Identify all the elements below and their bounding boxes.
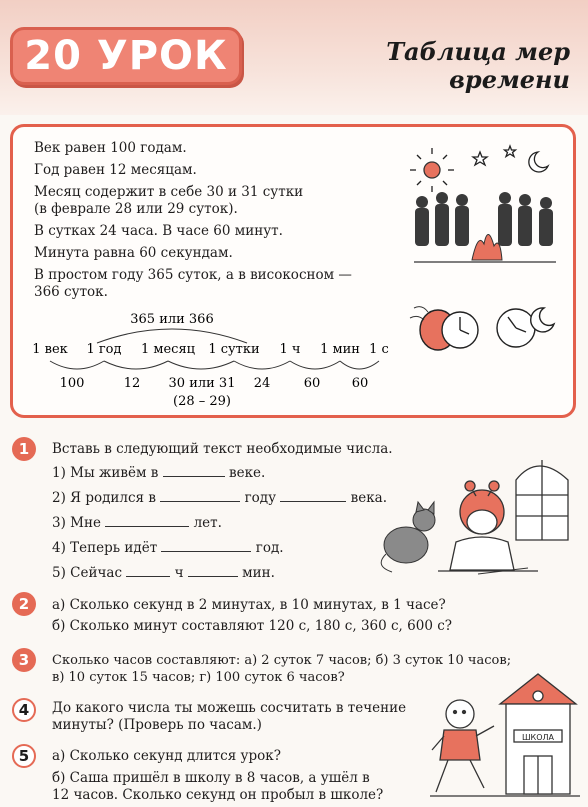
fact-year: Год равен 12 месяцам.	[34, 162, 197, 178]
boy-cat-window-illustration	[378, 450, 578, 582]
unit-minute: 1 мин	[320, 342, 360, 357]
unit-second: 1 с	[369, 342, 389, 357]
exercise-3-line-1: Сколько часов составляют: а) 2 суток 7 часов; б) 3 суток 10 часов;	[52, 653, 512, 668]
blank-current-year[interactable]	[161, 539, 251, 552]
exercise-5-part-b-line-1: б) Саша пришёл в школу в 8 часов, а ушёл в	[52, 770, 370, 786]
fact-century: Век равен 100 годам.	[34, 140, 187, 156]
lesson-badge: 20 УРОК	[10, 27, 242, 85]
lesson-title	[370, 38, 570, 94]
exercise-1-item-1: 1) Мы живём в веке.	[52, 465, 266, 481]
fact-month: Месяц содержит в себе 30 и 31 сутки	[34, 184, 304, 200]
crowd-sun-illustration	[410, 140, 560, 275]
blank-century[interactable]	[163, 464, 225, 477]
exercise-3-line-2: в) 10 суток 15 часов; г) 100 суток 6 часов?	[52, 670, 345, 685]
clocks-illustration	[408, 298, 558, 360]
lesson-title-line2: времени	[449, 65, 570, 94]
unit-day: 1 сутки	[208, 342, 260, 357]
exercise-3-number: 3	[12, 648, 36, 672]
value-months-in-year: 12	[123, 376, 141, 391]
exercise-1-item-5: 5) Сейчас ч мин.	[52, 565, 275, 581]
exercise-4-line-2: минуты? (Проверь по часам.)	[52, 717, 262, 733]
chain-lower-arcs	[50, 361, 379, 369]
exercise-1-item-2: 2) Я родился в году века.	[52, 490, 387, 506]
exercise-5-part-a: а) Сколько секунд длится урок?	[52, 748, 281, 764]
value-years-in-century: 100	[59, 376, 85, 391]
exercise-1-item-3: 3) Мне лет.	[52, 515, 222, 531]
fact-minute: Минута равна 60 секундам.	[34, 245, 233, 261]
value-minutes-in-hour: 60	[303, 376, 321, 391]
blank-birth-century[interactable]	[280, 489, 346, 502]
chain-top-label: 365 или 366	[130, 312, 214, 327]
fact-february: (в феврале 28 или 29 суток).	[34, 201, 238, 217]
value-february-note: (28 – 29)	[173, 394, 231, 409]
exercise-4-number: 4	[12, 698, 36, 722]
exercise-2-number: 2	[12, 592, 36, 616]
units-chain-diagram	[22, 305, 402, 415]
exercise-5-part-b-line-2: 12 часов. Сколько секунд он пробыл в школе?	[52, 787, 384, 803]
unit-year: 1 год	[86, 342, 122, 357]
blank-hours[interactable]	[126, 564, 170, 577]
unit-century: 1 век	[32, 342, 68, 357]
fact-year-days: В простом году 365 суток, а в високосном —	[34, 267, 352, 283]
school-sign: ШКОЛА	[521, 733, 555, 742]
value-hours-in-day: 24	[253, 376, 271, 391]
school-boy-illustration	[430, 664, 580, 804]
lesson-title-line1: Таблица мер	[386, 37, 570, 66]
exercise-2-part-b: б) Сколько минут составляют 120 с, 180 с, 360 с, 600 с?	[52, 618, 452, 634]
fact-day-hour: В сутках 24 часа. В часе 60 минут.	[34, 223, 283, 239]
exercise-5-number: 5	[12, 744, 36, 768]
value-seconds-in-minute: 60	[351, 376, 369, 391]
fact-leap-year: 366 суток.	[34, 284, 108, 300]
blank-minutes[interactable]	[188, 564, 238, 577]
unit-month: 1 месяц	[140, 342, 196, 357]
value-days-in-month: 30 или 31	[168, 376, 236, 391]
unit-hour: 1 ч	[279, 342, 301, 357]
exercise-4-line-1: До какого числа ты можешь сосчитать в течение	[52, 700, 407, 716]
exercise-1-intro: Вставь в следующий текст необходимые числа.	[52, 441, 393, 457]
exercise-1-number: 1	[12, 437, 36, 461]
chain-arc-year-days	[97, 329, 247, 343]
blank-birth-year[interactable]	[160, 489, 240, 502]
exercise-1-item-4: 4) Теперь идёт год.	[52, 540, 284, 556]
exercise-2-part-a: а) Сколько секунд в 2 минутах, в 10 минутах, в 1 часе?	[52, 597, 446, 613]
blank-age[interactable]	[105, 514, 189, 527]
